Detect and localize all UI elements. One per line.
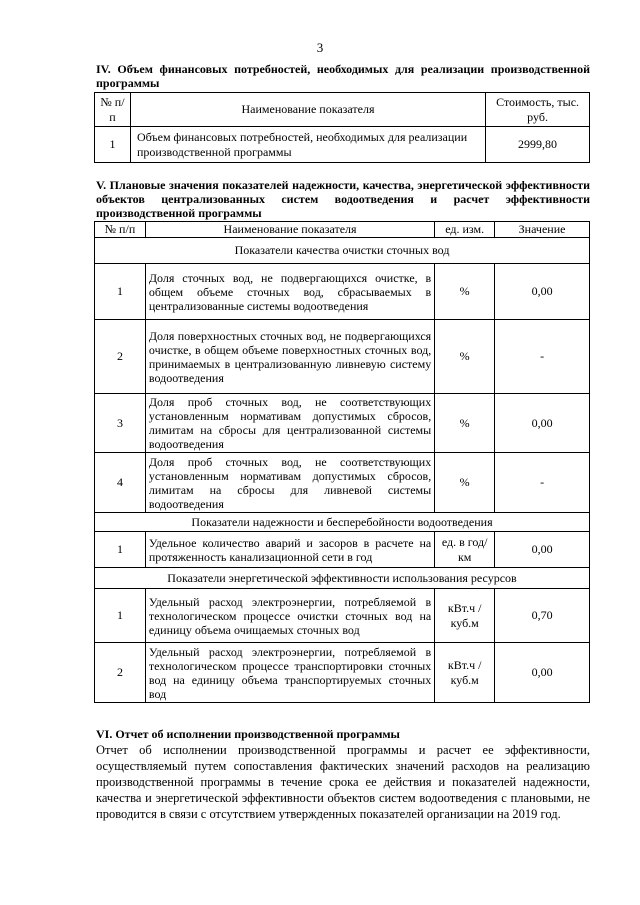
header-num: № п/п [95, 222, 146, 238]
row-name: Объем финансовых потребностей, необходимых для реализации производственной программы [130, 127, 485, 163]
row-unit: кВт.ч / куб.м [435, 589, 495, 643]
financial-needs-table [94, 92, 590, 163]
indicators-table [94, 221, 590, 703]
row-name: Доля поверхностных сточных вод, не подвергающихся очистке, в общем объеме поверхностных сточных вод, принимаемых в централизованную ливневую систему водоотведения [145, 320, 434, 394]
row-num: 3 [95, 394, 146, 453]
group-title: Показатели надежности и бесперебойности водоотведения [95, 513, 590, 532]
row-num: 1 [95, 127, 131, 163]
row-num: 4 [95, 453, 146, 513]
group-title: Показатели качества очистки сточных вод [95, 238, 590, 264]
row-unit: % [435, 320, 495, 394]
row-unit: ед. в год/ км [435, 532, 495, 568]
row-value: 0,70 [495, 589, 590, 643]
row-value: 0,00 [495, 532, 590, 568]
table-row [95, 643, 590, 703]
table-header-row [95, 93, 590, 127]
row-num: 1 [95, 264, 146, 320]
row-unit: % [435, 264, 495, 320]
group-row-quality [95, 238, 590, 264]
row-value: 0,00 [495, 264, 590, 320]
row-num: 2 [95, 643, 146, 703]
header-name: Наименование показателя [130, 93, 485, 127]
row-name: Доля сточных вод, не подвергающихся очистке, в общем объеме сточных вод, сбрасываемых в централизованные системы водоотведения [145, 264, 434, 320]
header-unit: ед. изм. [435, 222, 495, 238]
table-row [95, 127, 590, 163]
header-cost: Стоимость, тыс. руб. [486, 93, 590, 127]
row-unit: % [435, 394, 495, 453]
page-number: 3 [316, 40, 324, 55]
row-name: Удельное количество аварий и засоров в расчете на протяженность канализационной сети в год [145, 532, 434, 568]
row-cost: 2999,80 [486, 127, 590, 163]
table-row [95, 394, 590, 453]
row-unit: % [435, 453, 495, 513]
row-num: 1 [95, 532, 146, 568]
row-name: Доля проб сточных вод, не соответствующих установленным нормативам допустимых сбросов, лимитам на сбросы для ливневой системы водоотведения [145, 453, 434, 513]
row-value: - [495, 453, 590, 513]
table-row [95, 589, 590, 643]
table-row [95, 264, 590, 320]
row-name: Доля проб сточных вод, не соответствующих установленным нормативам допустимых сбросов, лимитам на сбросы для централизованной системы водоотведения [145, 394, 434, 453]
section-6-heading: VI. Отчет об исполнении производственной программы [96, 727, 400, 741]
group-row-energy [95, 568, 590, 589]
section-5-heading: V. Плановые значения показателей надежности, качества, энергетической эффективности объектов централизованных систем водоотведения и расчет эффективности производственной программы [96, 178, 590, 220]
table-header-row [95, 222, 590, 238]
group-row-reliability [95, 513, 590, 532]
table-row [95, 453, 590, 513]
table-row [95, 532, 590, 568]
row-value: 0,00 [495, 394, 590, 453]
table-row [95, 320, 590, 394]
header-value: Значение [495, 222, 590, 238]
row-unit: кВт.ч / куб.м [435, 643, 495, 703]
row-value: 0,00 [495, 643, 590, 703]
section-6-text: Отчет об исполнении производственной программы и расчет ее эффективности, осуществляемый путем сопоставления фактических значений расходов на реализацию производственной программы в течение срока ее действия и показателей надежности, качества и энергетической эффективности объектов систем водоотведения с плановыми, не проводится в связи с отсутствием утвержденных показателей организации на 2019 год. [96, 743, 590, 821]
row-num: 2 [95, 320, 146, 394]
header-name: Наименование показателя [145, 222, 434, 238]
group-title: Показатели энергетической эффективности использования ресурсов [95, 568, 590, 589]
row-value: - [495, 320, 590, 394]
section-4-heading: IV. Объем финансовых потребностей, необходимых для реализации производственной программы [96, 62, 590, 90]
header-num: № п/п [95, 93, 131, 127]
row-name: Удельный расход электроэнергии, потребляемой в технологическом процессе транспортировки сточных вод на единицу объема транспортируемых сточных вод [145, 643, 434, 703]
row-name: Удельный расход электроэнергии, потребляемой в технологическом процессе очистки сточных вод на единицу объема очищаемых сточных вод [145, 589, 434, 643]
row-num: 1 [95, 589, 146, 643]
